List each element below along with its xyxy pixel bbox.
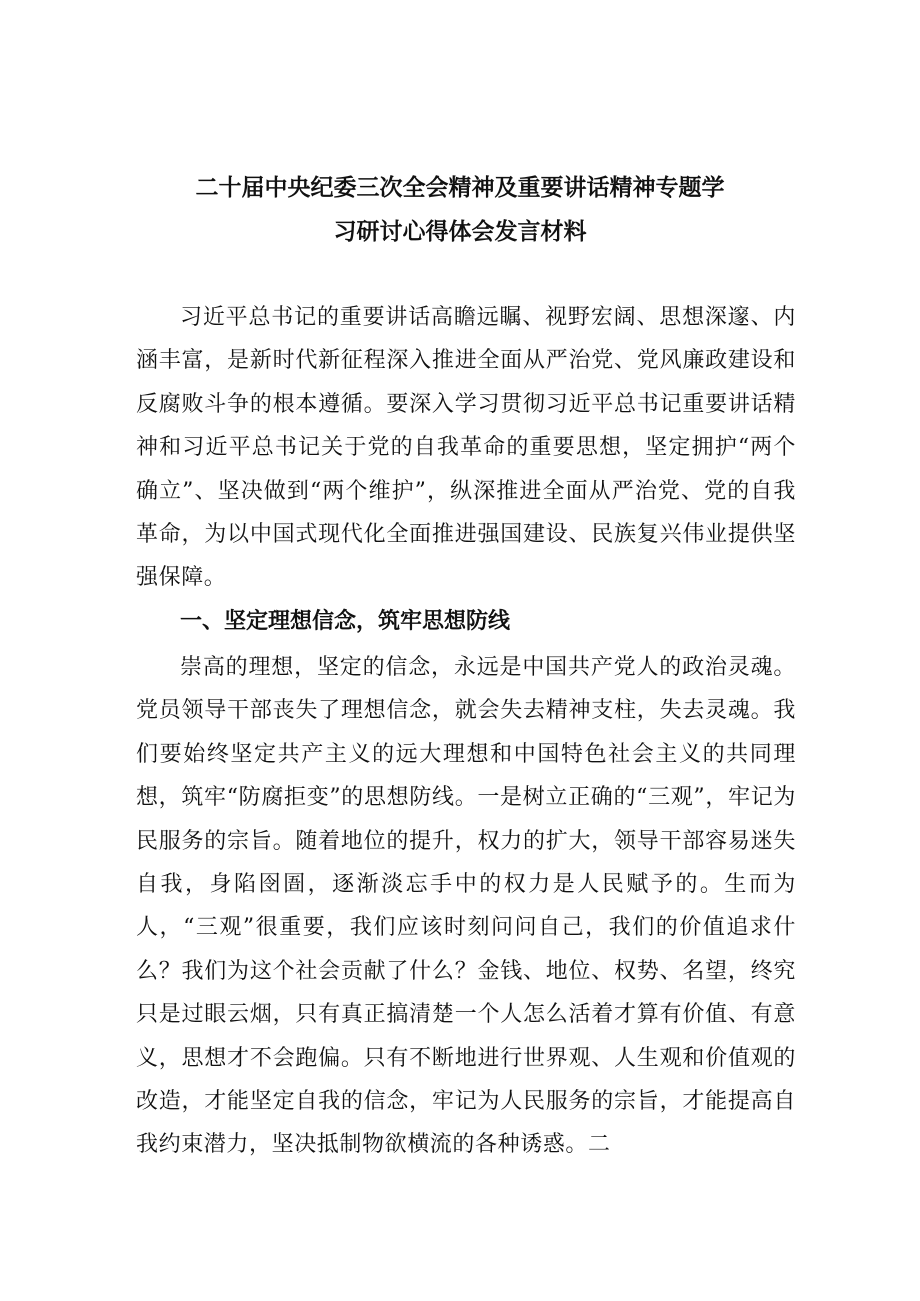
section-heading-1: 一、坚定理想信念，筑牢思想防线 — [180, 609, 511, 634]
intro-paragraph: 习近平总书记的重要讲话高瞻远瞩、视野宏阔、思想深邃、内涵丰富，是新时代新征程深入推进全面从严治党、党风廉政建设和反腐败斗争的根本遵循。要深入学习贯彻习近平总书记重要讲话精神和习近平总书记关于党的自我革命的重要思想，坚定拥护“两个确立”、坚决做到“两个维护”，纵深推进全面从严治党、党的自我革命，为以中国式现代化全面推进强国建设、民族复兴伟业提供坚强保障。 — [136, 305, 796, 591]
document-title-line-1: 二十届中央纪委三次全会精神及重要讲话精神专题学 — [195, 175, 725, 201]
section-1-paragraph: 崇高的理想，坚定的信念，永远是中国共产党人的政治灵魂。党员领导干部丧失了理想信念，就会失去精神支柱，失去灵魂。我们要始终坚定共产主义的远大理想和中国特色社会主义的共同理想，筑牢“防腐拒变”的思想防线。一是树立正确的“三观”，牢记为民服务的宗旨。随着地位的提升，权力的扩大，领导干部容易迷失自我，身陷囹圄，逐渐淡忘手中的权力是人民赋予的。生而为人，“三观”很重要，我们应该时刻问问自己，我们的价值追求什么？我们为这个社会贡献了什么？金钱、地位、权势、名望，终究只是过眼云烟，只有真正搞清楚一个人怎么活着才算有价值、有意义，思想才不会跑偏。只有不断地进行世界观、人生观和价值观的改造，才能坚定自我的信念，牢记为人民服务的宗旨，才能提高自我约束潜力，坚决抵制物欲横流的各种诱惑。二 — [136, 655, 796, 1158]
document-title-line-2: 习研讨心得体会发言材料 — [333, 219, 587, 245]
